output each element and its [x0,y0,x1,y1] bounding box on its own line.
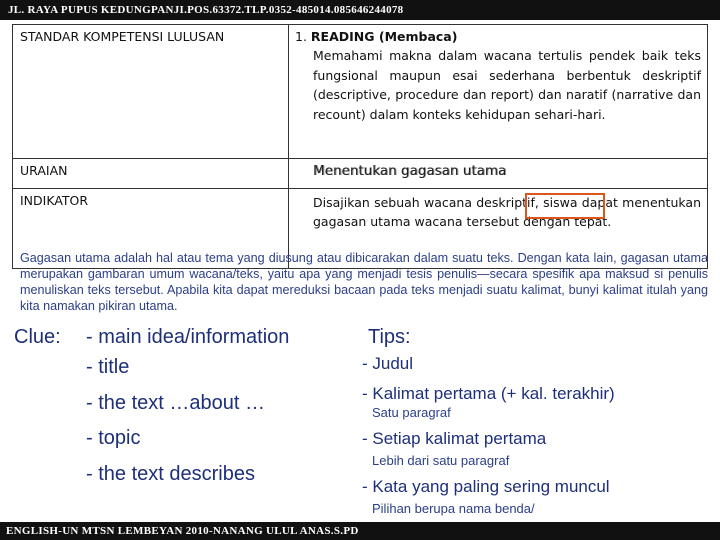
row-content-uraian [289,159,708,189]
tip-note: Satu paragraf [372,405,451,420]
tips-label: Tips: [368,326,411,348]
footer-text: ENGLISH-UN MTSN LEMBEYAN 2010-NANANG ULUL ANAS.S.PD [6,525,359,537]
clue-label: Clue: [14,326,61,348]
header-bar [0,0,720,20]
row-label-skl: STANDAR KOMPETENSI LULUSAN [13,25,289,159]
header-address: JL. RAYA PUPUS KEDUNGPANJI.POS.63372.TLP.0352-485014.085646244078 [8,4,404,16]
tip-item: - Kalimat pertama (+ kal. terakhir) [362,384,615,403]
clue-item: - the text …about … [86,392,265,414]
clue-item: - topic [86,427,141,449]
table-row [13,25,708,159]
tip-item: - Setiap kalimat pertama [362,429,547,448]
clue-item: - main idea/information [86,326,290,348]
clue-item: - the text describes [86,463,255,485]
item-number: 1. [295,29,307,44]
highlight-box [525,193,605,219]
tip-item: - Judul [362,354,414,373]
tip-note: Lebih dari satu paragraf [372,453,510,468]
table-row [13,159,708,189]
competency-table [12,24,708,269]
definition-paragraph: Gagasan utama adalah hal atau tema yang diusung atau dibicarakan dalam suatu teks. Dengan kata lain, gagasan utama merupakan gambaran umum wacana/teks, yaitu apa yang menjadi tesis penulis—secara spesifik apa maksud si penulis menuliskan teks tersebut. Apabila kita dapat mereduksi bacaan pada teks menjadi suatu kalimat, bunyi kalimat itulah yang kita namakan pikiran utama. [20,251,708,313]
indikator-text: Disajikan sebuah wacana deskriptif, siswa dapat menentukan gagasan utama wacana tersebut dengan tepat. [313,195,701,229]
row-label-indikator: INDIKATOR [13,189,289,269]
indikator-wrap [313,193,701,231]
clue-item: - title [86,356,130,378]
skl-description: Memahami makna dalam wacana tertulis pendek baik teks fungsional maupun esai sederhana berbentuk deskriptif (descriptive, procedure dan report) dan naratif (narrative dan recount) dalam konteks kehidupan sehari-hari. [313,48,701,122]
row-label-uraian: URAIAN [13,159,289,189]
uraian-text: Menentukan gagasan utama [313,163,507,179]
reading-heading [295,29,701,44]
tip-item: - Kata yang paling sering muncul [362,477,610,496]
reading-title: READING (Membaca) [310,29,458,44]
row-content-skl [289,25,708,159]
footer-bar [0,522,720,540]
tip-note: Pilihan berupa nama benda/ [372,501,535,516]
